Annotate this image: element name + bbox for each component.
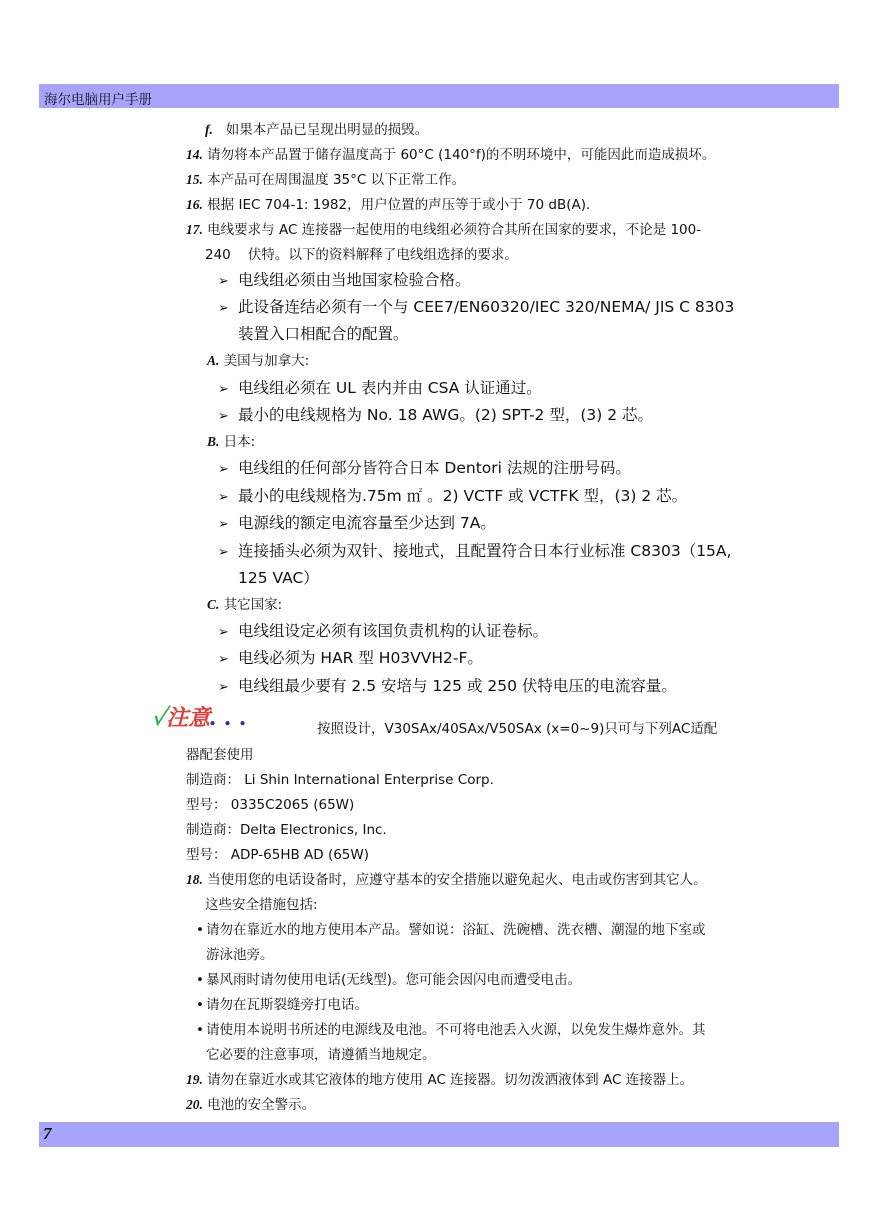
list-item: ➢ 电线组必须由当地国家检验合格。 (218, 271, 471, 289)
arrow-bullet-icon: ➢ (218, 490, 229, 505)
item-f (205, 121, 428, 139)
list-item-cont: 125 VAC） (238, 569, 319, 587)
section-text: 日本: (223, 434, 256, 450)
section-label: A. (207, 353, 220, 368)
arrow-bullet-icon: ➢ (218, 545, 229, 560)
arrow-bullet-icon: ➢ (218, 625, 229, 640)
item-text: 如果本产品已呈现出明显的损毁。 (225, 122, 429, 138)
page-number: 7 (43, 1124, 52, 1143)
section-label: B. (207, 434, 220, 449)
notice-text: 按照设计，V30SAx/40SAx/V50SAx (x=0~9)只可与下列AC适配 (317, 721, 718, 737)
item-text: 请勿在靠近水或其它液体的地方使用 AC 连接器。切勿泼洒液体到 AC 连接器上。 (207, 1072, 694, 1088)
arrow-bullet-icon: ➢ (218, 652, 229, 667)
item-20 (186, 1096, 315, 1114)
list-item: ➢ 电源线的额定电流容量至少达到 7A。 (218, 514, 496, 532)
item-label: 15. (186, 172, 203, 187)
list-item-cont: 装置入口相配合的配置。 (238, 325, 409, 343)
section-b-heading (207, 433, 255, 451)
list-item: • 请勿在瓦斯裂缝旁打电话。 (196, 997, 368, 1013)
item-label: 18. (186, 872, 203, 887)
bullet-dot-icon: • (196, 972, 204, 988)
list-item: ➢ 电线组的任何部分皆符合日本 Dentori 法规的注册号码。 (218, 459, 631, 477)
item-text: 当使用您的电话设备时，应遵守基本的安全措施以避免起火、电击或伤害到其它人。 (207, 872, 707, 888)
section-text: 其它国家: (223, 597, 283, 613)
section-label: C. (207, 597, 220, 612)
maker-1: 制造商： Li Shin International Enterprise Corp. (186, 772, 494, 788)
notice-text-cont: 器配套使用 (186, 747, 254, 763)
list-item: ➢ 连接插头必须为双针、接地式，且配置符合日本行业标准 C8303（15A, (218, 542, 732, 560)
list-item: ➢ 此设备连结必须有一个与 CEE7/EN60320/IEC 320/NEMA/ JIS C 8303 (218, 298, 735, 316)
item-text: 请勿将本产品置于储存温度高于 60°C (140°f)的不明环境中，可能因此而造成损坏。 (207, 147, 716, 163)
item-text: 本产品可在周围温度 35°C 以下正常工作。 (207, 172, 466, 188)
item-17-cont: 240 伏特。以下的资料解释了电线组选择的要求。 (205, 247, 518, 263)
list-item: ➢ 电线组最少要有 2.5 安培与 125 或 250 伏特电压的电流容量。 (218, 677, 677, 695)
item-17 (186, 221, 701, 239)
notice-check-icon: ✓ (152, 705, 167, 730)
arrow-bullet-icon: ➢ (218, 517, 229, 532)
item-text: 根据 IEC 704-1: 1982，用户位置的声压等于或小于 70 dB(A). (207, 197, 591, 213)
section-text: 美国与加拿大: (223, 353, 310, 369)
item-14 (186, 146, 715, 164)
arrow-bullet-icon: ➢ (218, 680, 229, 695)
list-item-cont: 游泳池旁。 (206, 947, 274, 963)
item-15 (186, 171, 465, 189)
model-1: 型号： 0335C2065 (65W) (186, 797, 355, 813)
section-a-heading (207, 352, 309, 370)
footer-band (39, 1122, 839, 1147)
list-item: • 请使用本说明书所述的电源线及电池。不可将电池丢入火源，以免发生爆炸意外。其 (196, 1022, 706, 1038)
item-label: 19. (186, 1072, 203, 1087)
item-label: f. (205, 122, 213, 137)
bullet-dot-icon: • (196, 1022, 204, 1038)
bullet-dot-icon: • (196, 997, 204, 1013)
arrow-bullet-icon: ➢ (218, 274, 229, 289)
notice-dots: . . . (210, 702, 248, 731)
list-item: • 暴风雨时请勿使用电话(无线型)。您可能会因闪电而遭受电击。 (196, 972, 582, 988)
list-item: ➢ 最小的电线规格为.75m ㎡ 。2) VCTF 或 VCTFK 型，(3) 2 芯。 (218, 487, 688, 505)
notice-mark: 注意 (166, 705, 211, 730)
list-item: • 请勿在靠近水的地方使用本产品。譬如说：浴缸、洗碗槽、洗衣槽、潮湿的地下室或 (196, 922, 706, 938)
item-label: 17. (186, 222, 203, 237)
item-text: 电池的安全警示。 (207, 1097, 316, 1113)
header-title: 海尔电脑用户手册 (44, 92, 152, 108)
item-label: 16. (186, 197, 203, 212)
arrow-bullet-icon: ➢ (218, 409, 229, 424)
item-text: 电线要求与 AC 连接器一起使用的电线组必须符合其所在国家的要求，不论是 100- (207, 222, 702, 238)
item-label: 20. (186, 1097, 203, 1112)
section-c-heading (207, 596, 282, 614)
list-item: ➢ 最小的电线规格为 No. 18 AWG。(2) SPT-2 型，(3) 2 芯。 (218, 406, 653, 424)
maker-2: 制造商：Delta Electronics, Inc. (186, 822, 387, 838)
model-2: 型号： ADP-65HB AD (65W) (186, 847, 370, 863)
list-item: ➢ 电线组必须在 UL 表内并由 CSA 认证通过。 (218, 379, 542, 397)
arrow-bullet-icon: ➢ (218, 382, 229, 397)
item-18 (186, 871, 707, 889)
item-16 (186, 196, 590, 214)
list-item: ➢ 电线必须为 HAR 型 H03VVH2-F。 (218, 649, 483, 667)
item-label: 14. (186, 147, 203, 162)
bullet-dot-icon: • (196, 922, 204, 938)
notice-banner (152, 701, 248, 733)
arrow-bullet-icon: ➢ (218, 301, 229, 316)
item-18-cont: 这些安全措施包括: (205, 897, 318, 913)
item-19 (186, 1071, 693, 1089)
header-band (39, 84, 839, 108)
arrow-bullet-icon: ➢ (218, 462, 229, 477)
list-item-cont: 它必要的注意事项，请遵循当地规定。 (206, 1047, 436, 1063)
list-item: ➢ 电线组设定必须有该国负责机构的认证卷标。 (218, 622, 549, 640)
